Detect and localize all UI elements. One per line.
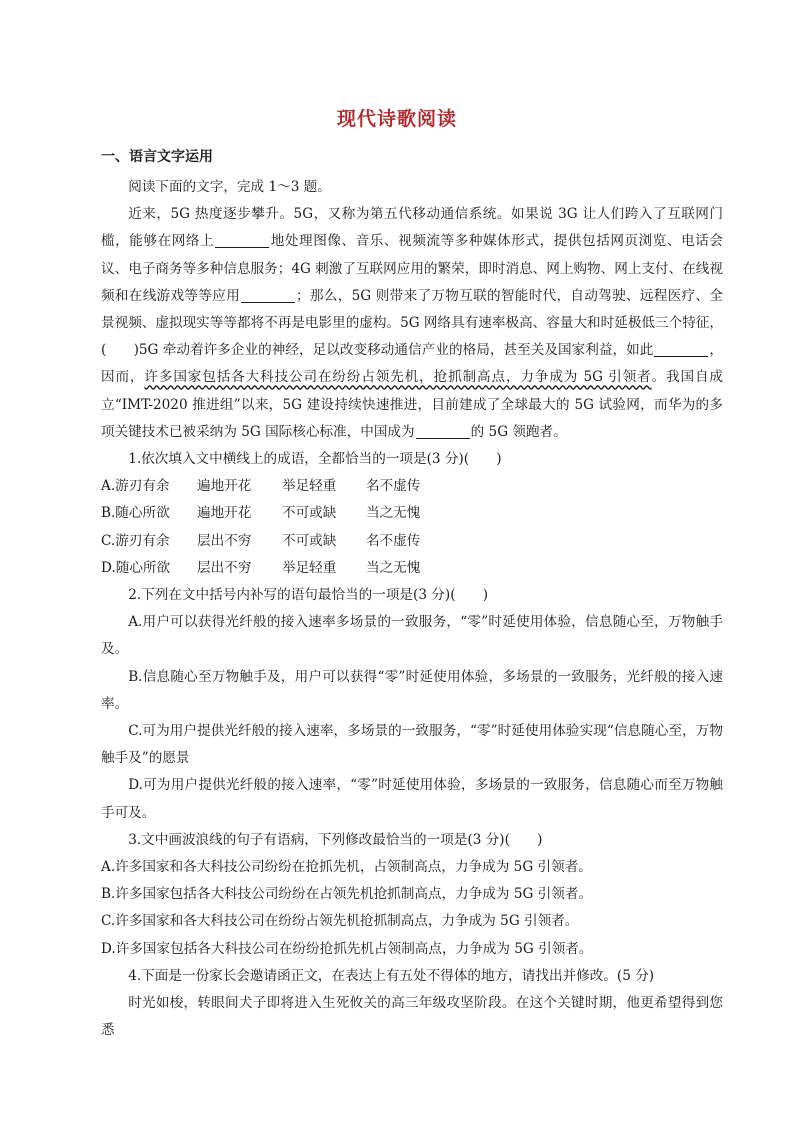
question-3-option-b: B.许多国家包括各大科技公司纷纷在占领先机抢抓制高点，力争成为 5G 引领者。 (101, 886, 593, 903)
question-2-option-c: C.可为用户提供光纤般的接入速率，多场景的一致服务，“零”时延使用体验实现“信息随心至，万物触手及”的愿景 (101, 723, 723, 767)
passage-text: ，因而， (101, 342, 724, 386)
option-label: A.游刃有余 (101, 478, 170, 495)
passage-text: 。我国自成立“IMT-2020 推进组”以来，5G 建设持续快速推进，目前建成了全球最大的 5G 试验网，而华为的多项关键技术已被采纳为 5G 国际核心标准，中国成为 (101, 369, 724, 440)
question-2-option-b: B.信息随心至万物触手及，用户可以获得“零”时延使用体验，多场景的一致服务，光纤般的接入速率。 (101, 668, 723, 712)
option-label: B.随心所欲 (101, 505, 170, 522)
question-1-option-d (101, 555, 723, 582)
option-term: 层出不穷 (197, 559, 252, 576)
option-term: 当之无愧 (366, 559, 421, 576)
option-label: C.游刃有余 (101, 532, 170, 549)
question-3-stem: 3.文中画波浪线的句子有语病，下列修改最恰当的一项是(3 分)( ) (128, 831, 543, 848)
reading-intro: 阅读下面的文字，完成 1～3 题。 (128, 179, 331, 195)
option-term: 名不虚传 (366, 478, 421, 495)
question-2-option-a: A.用户可以获得光纤般的接入速率多场景的一致服务，“零”时延使用体验，信息随心至，万物触手及。 (101, 614, 723, 658)
option-label: D.随心所欲 (101, 559, 171, 576)
option-term: 不可或缺 (282, 532, 337, 549)
question-2-stem: 2.下列在文中括号内补写的语句最恰当的一项是(3 分)( ) (128, 587, 488, 604)
option-term: 举足轻重 (282, 559, 337, 576)
reading-passage (101, 201, 723, 446)
question-3-option-c: C.许多国家和各大科技公司在纷纷占领先机抢抓制高点，力争成为 5G 引领者。 (101, 913, 579, 930)
question-3-option-a: A.许多国家和各大科技公司纷纷在抢抓先机，占领制高点，力争成为 5G 引领者。 (101, 859, 592, 876)
passage-text: 地处理图像、音乐、视频流等多种媒体形式，提供包括网页浏览、电话会议、电子商务等多种信息服务；4G 刺激了互联网应用的繁荣，即时消息、网上购物、网上支付、在线视频和在线游戏等等应用 (101, 233, 724, 304)
question-4-stem: 4.下面是一份家长会邀请函正文，在表达上有五处不得体的地方，请找出并修改。(5 分) (128, 967, 655, 984)
document-body (101, 174, 723, 1045)
question-4-text: 时光如梭，转眼间犬子即将进入生死攸关的高三年级攻坚阶段。在这个关键时期，他更希望得到您悉 (101, 995, 723, 1039)
fill-blank-3 (654, 340, 708, 357)
question-1-option-c (101, 528, 723, 555)
option-term: 名不虚传 (366, 532, 421, 549)
wavy-underlined-sentence: 许多国家包括各大科技公司在纷纷占领先机，抢抓制高点，力争成为 5G 引领者 (144, 369, 652, 386)
question-1-option-a (101, 473, 723, 500)
option-term: 层出不穷 (197, 532, 252, 549)
section-heading: 一、语言文字运用 (101, 149, 213, 165)
fill-blank-1 (215, 231, 269, 248)
option-term: 不可或缺 (282, 505, 337, 522)
question-2-option-d: D.可为用户提供光纤般的接入速率，“零”时延使用体验，多场景的一致服务，信息随心而至万物触手可及。 (101, 777, 723, 821)
fill-blank-2 (241, 286, 295, 303)
option-term: 当之无愧 (366, 505, 421, 522)
option-term: 遍地开花 (197, 505, 252, 522)
option-term: 遍地开花 (197, 478, 252, 495)
passage-text: 近来，5G 热度逐步攀升。5G，又称为第五代移动通信系统。如果说 3G 让人们跨入了互联网门槛，能够在网络上 (101, 206, 723, 250)
document-title: 现代诗歌阅读 (336, 108, 457, 130)
fill-blank-4 (416, 422, 470, 439)
question-1-stem: 1.依次填入文中横线上的成语，全都恰当的一项是(3 分)( ) (128, 451, 502, 468)
option-term: 举足轻重 (282, 478, 337, 495)
question-3-option-d: D.许多国家包括各大科技公司在纷纷抢抓先机占领制高点，力争成为 5G 引领者。 (101, 940, 593, 957)
passage-text: 的 5G 领跑者。 (470, 423, 567, 440)
question-1-option-b (101, 500, 723, 527)
passage-text: ；那么，5G 则带来了万物互联的智能时代，自动驾驶、远程医疗、全景视频、虚拟现实等等都将不再是电影里的虚构。5G 网络具有速率极高、容量大和时延极低三个特征，( )5G 牵动着许多企业的神经，足以改变移动通信产业的格局，甚至关及国家利益，如此 (101, 287, 724, 359)
